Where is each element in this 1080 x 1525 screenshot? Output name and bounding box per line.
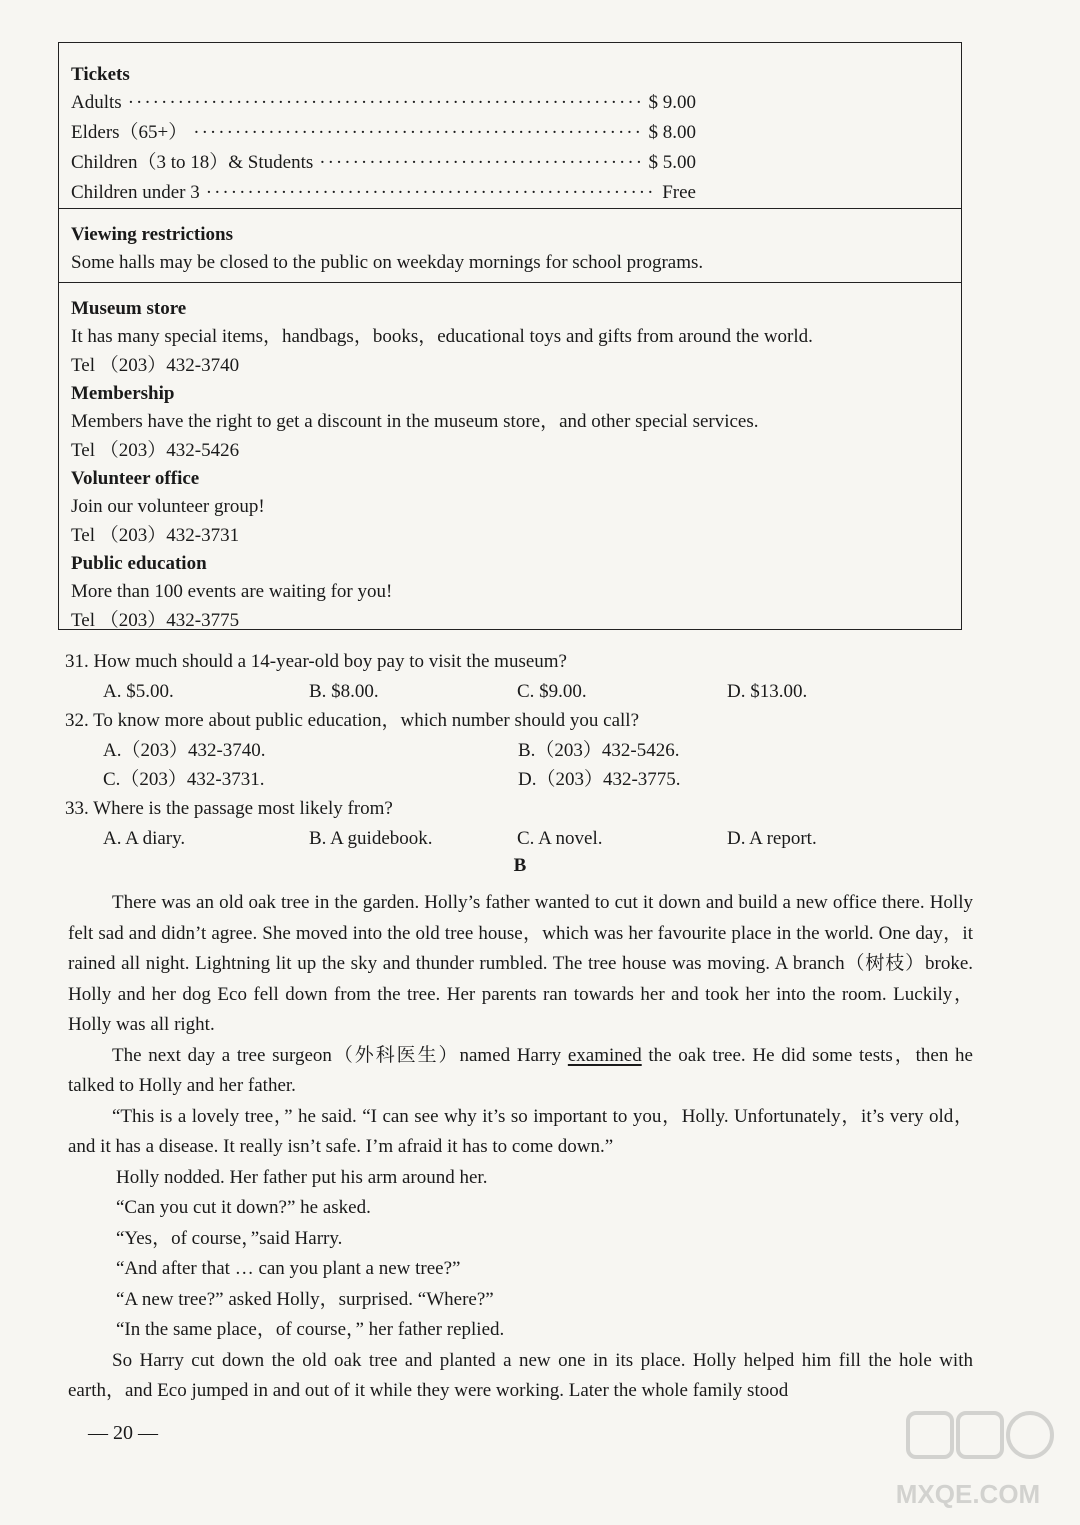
- tickets-heading: Tickets: [71, 64, 130, 85]
- education-tel: Tel （203）432-3775: [71, 610, 240, 631]
- paragraph: “Can you cut it down?” he asked.: [116, 1197, 371, 1218]
- education-heading: Public education: [71, 553, 207, 574]
- viewing-section: [59, 209, 961, 283]
- option: B. A guidebook.: [309, 828, 433, 849]
- store-text: It has many special items，handbags，books，educational toys and gifts from around the world.: [71, 326, 813, 347]
- option: C. $9.00.: [517, 681, 587, 702]
- option: B. $8.00.: [309, 681, 379, 702]
- part-b-heading: B: [513, 855, 527, 876]
- ticket-row: Children（3 to 18）& Students ····· $ 5.00: [71, 148, 696, 178]
- page-number: — 20 —: [88, 1422, 158, 1444]
- option: A. A diary.: [103, 828, 186, 849]
- paragraph: The next day a tree surgeon（外科医生）named Harry examined the oak tree. He did some tests，then he talked to Holly and her father.: [68, 1044, 973, 1096]
- option: C.（203）432-3731.: [103, 769, 265, 790]
- services-section: [59, 283, 961, 635]
- underlined-word: examined: [567, 1044, 642, 1066]
- questions: [65, 647, 975, 879]
- option: A. $5.00.: [103, 681, 174, 702]
- ticket-row: Adults ····· $ 9.00: [71, 88, 696, 118]
- paragraph: “And after that … can you plant a new tree?”: [116, 1258, 461, 1279]
- option: A.（203）432-3740.: [103, 740, 266, 761]
- paragraph: “A new tree?” asked Holly，surprised. “Where?”: [116, 1288, 494, 1310]
- paragraph: “In the same place，of course，” her father replied.: [116, 1319, 505, 1340]
- ticket-row: Elders（65+） ····· $ 8.00: [71, 118, 696, 148]
- museum-info-table: [58, 42, 962, 630]
- question-32: 32. To know more about public education，which number should you call?: [65, 710, 640, 731]
- svg-text:MXQE.COM: MXQE.COM: [895, 1479, 1041, 1509]
- paragraph: “This is a lovely tree，” he said. “I can see why it’s so important to you，Holly. Unfortunately，it’s very old，and it has a disease. It really isn’t safe. I’m afraid it has to come down.”: [68, 1105, 973, 1157]
- viewing-text: Some halls may be closed to the public on weekday mornings for school programs.: [71, 252, 704, 273]
- question-32-options: [65, 736, 975, 794]
- volunteer-heading: Volunteer office: [71, 468, 200, 489]
- volunteer-text: Join our volunteer group!: [71, 496, 265, 517]
- passage-b: [68, 888, 973, 1407]
- tickets-section: [59, 43, 961, 209]
- store-heading: Museum store: [71, 298, 187, 319]
- education-text: More than 100 events are waiting for you!: [71, 581, 393, 602]
- membership-heading: Membership: [71, 383, 175, 404]
- question-31: 31. How much should a 14-year-old boy pay to visit the museum?: [65, 651, 567, 672]
- option: B.（203）432-5426.: [518, 740, 680, 761]
- option: C. A novel.: [517, 828, 603, 849]
- paragraph: There was an old oak tree in the garden. Holly’s father wanted to cut it down and build a new office there. Holly felt sad and didn’t agree. She moved into the old tree house，which was her favourite place in the world. One day，it rained all night. Lightning lit up the sky and thunder rumbled. The tree house was moving. A branch（树枝）broke. Holly and her dog Eco fell down from the tree. Her parents ran towards her and took her into the room. Luckily，Holly was all right.: [68, 892, 973, 1035]
- membership-text: Members have the right to get a discount in the museum store，and other special services.: [71, 411, 759, 432]
- paragraph: Holly nodded. Her father put his arm around her.: [116, 1166, 488, 1188]
- watermark-logo: [878, 1407, 1058, 1517]
- option: D. $13.00.: [727, 681, 808, 702]
- question-33: 33. Where is the passage most likely from?: [65, 798, 393, 819]
- ticket-row: Children under 3 ····· Free: [71, 178, 696, 208]
- option: D.（203）432-3775.: [518, 769, 681, 790]
- question-33-options: [65, 824, 975, 853]
- question-31-options: [65, 677, 975, 706]
- membership-tel: Tel （203）432-5426: [71, 440, 240, 461]
- option: D. A report.: [727, 828, 817, 849]
- volunteer-tel: Tel （203）432-3731: [71, 525, 240, 546]
- paragraph: So Harry cut down the old oak tree and planted a new one in its place. Holly helped him fill the hole with earth，and Eco jumped in and out of it while they were working. Later the whole family stood: [68, 1349, 973, 1401]
- viewing-heading: Viewing restrictions: [71, 224, 234, 245]
- store-tel: Tel （203）432-3740: [71, 355, 240, 376]
- paragraph: “Yes，of course，”said Harry.: [116, 1227, 343, 1249]
